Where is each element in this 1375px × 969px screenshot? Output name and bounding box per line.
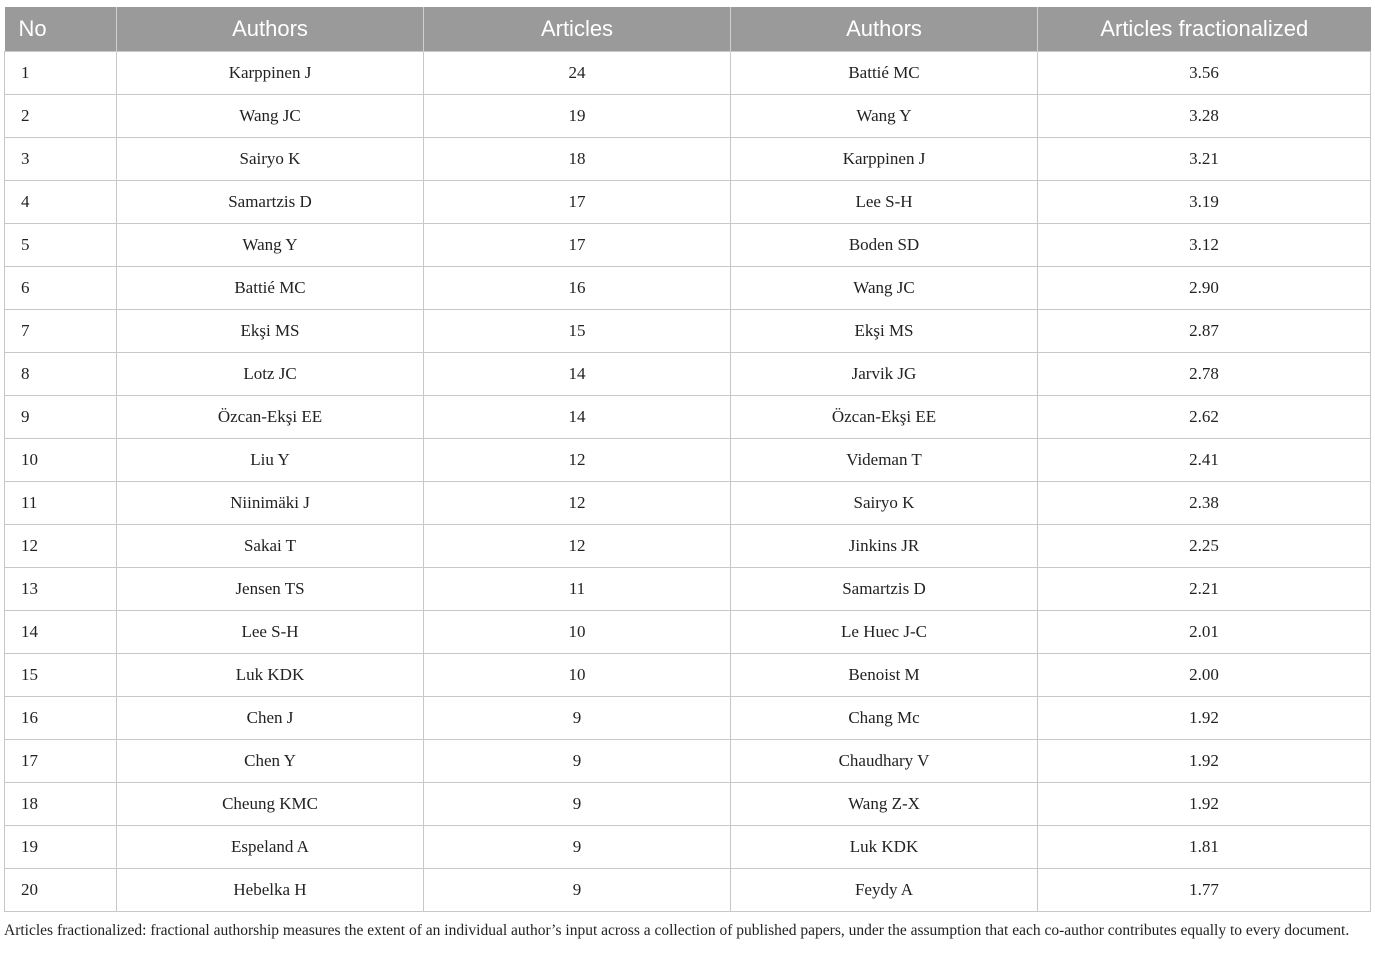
table-row xyxy=(5,654,1371,697)
cell-articles-fractionalized: 2.21 xyxy=(1038,568,1371,611)
header-articles: Articles xyxy=(424,7,731,52)
cell-author-fractional: Wang Y xyxy=(731,95,1038,138)
cell-articles-fractionalized: 2.38 xyxy=(1038,482,1371,525)
cell-author-fractional: Chaudhary V xyxy=(731,740,1038,783)
cell-no: 10 xyxy=(5,439,117,482)
cell-articles-fractionalized: 1.92 xyxy=(1038,783,1371,826)
cell-articles-fractionalized: 2.87 xyxy=(1038,310,1371,353)
cell-no: 13 xyxy=(5,568,117,611)
cell-no: 5 xyxy=(5,224,117,267)
cell-no: 1 xyxy=(5,52,117,95)
cell-author: Wang Y xyxy=(117,224,424,267)
table-row xyxy=(5,783,1371,826)
cell-articles-fractionalized: 2.62 xyxy=(1038,396,1371,439)
cell-author: Niinimäki J xyxy=(117,482,424,525)
cell-articles-fractionalized: 2.00 xyxy=(1038,654,1371,697)
authors-table xyxy=(4,7,1371,912)
cell-articles: 12 xyxy=(424,525,731,568)
cell-articles-fractionalized: 2.78 xyxy=(1038,353,1371,396)
cell-articles: 14 xyxy=(424,353,731,396)
cell-no: 3 xyxy=(5,138,117,181)
cell-author-fractional: Lee S-H xyxy=(731,181,1038,224)
table-row xyxy=(5,224,1371,267)
table-row xyxy=(5,310,1371,353)
table-row xyxy=(5,697,1371,740)
table-header xyxy=(5,7,1371,52)
cell-no: 14 xyxy=(5,611,117,654)
cell-articles-fractionalized: 3.56 xyxy=(1038,52,1371,95)
cell-author: Chen J xyxy=(117,697,424,740)
cell-author: Sairyo K xyxy=(117,138,424,181)
header-authors-fractional: Authors xyxy=(731,7,1038,52)
cell-articles-fractionalized: 1.92 xyxy=(1038,697,1371,740)
cell-author: Ekşi MS xyxy=(117,310,424,353)
table-row xyxy=(5,439,1371,482)
cell-author: Jensen TS xyxy=(117,568,424,611)
cell-no: 7 xyxy=(5,310,117,353)
cell-no: 17 xyxy=(5,740,117,783)
cell-author: Cheung KMC xyxy=(117,783,424,826)
cell-author-fractional: Özcan-Ekşi EE xyxy=(731,396,1038,439)
cell-no: 16 xyxy=(5,697,117,740)
cell-articles: 10 xyxy=(424,654,731,697)
cell-author-fractional: Karppinen J xyxy=(731,138,1038,181)
cell-author-fractional: Ekşi MS xyxy=(731,310,1038,353)
cell-no: 2 xyxy=(5,95,117,138)
table-row xyxy=(5,525,1371,568)
table-row xyxy=(5,181,1371,224)
table-body xyxy=(5,52,1371,912)
cell-articles-fractionalized: 3.21 xyxy=(1038,138,1371,181)
cell-no: 4 xyxy=(5,181,117,224)
cell-author-fractional: Le Huec J-C xyxy=(731,611,1038,654)
cell-no: 9 xyxy=(5,396,117,439)
cell-articles: 9 xyxy=(424,697,731,740)
cell-no: 11 xyxy=(5,482,117,525)
table-row xyxy=(5,568,1371,611)
table-container xyxy=(4,7,1370,912)
cell-articles: 24 xyxy=(424,52,731,95)
cell-author-fractional: Chang Mc xyxy=(731,697,1038,740)
cell-author-fractional: Luk KDK xyxy=(731,826,1038,869)
cell-articles-fractionalized: 2.25 xyxy=(1038,525,1371,568)
cell-no: 19 xyxy=(5,826,117,869)
cell-author: Lotz JC xyxy=(117,353,424,396)
table-footnote: Articles fractionalized: fractional authorship measures the extent of an individual author’s input across a collection of published papers, under the assumption that each co-author contributes equally to every document. xyxy=(4,922,1350,939)
cell-author: Özcan-Ekşi EE xyxy=(117,396,424,439)
cell-articles: 17 xyxy=(424,224,731,267)
table-row xyxy=(5,826,1371,869)
cell-author-fractional: Wang Z-X xyxy=(731,783,1038,826)
cell-author-fractional: Videman T xyxy=(731,439,1038,482)
table-row xyxy=(5,396,1371,439)
cell-articles: 12 xyxy=(424,482,731,525)
cell-author: Lee S-H xyxy=(117,611,424,654)
table-row xyxy=(5,869,1371,912)
cell-author-fractional: Samartzis D xyxy=(731,568,1038,611)
table-row xyxy=(5,95,1371,138)
cell-articles: 9 xyxy=(424,826,731,869)
cell-no: 18 xyxy=(5,783,117,826)
header-articles-fractionalized: Articles fractionalized xyxy=(1038,7,1371,52)
cell-articles: 9 xyxy=(424,740,731,783)
cell-author-fractional: Sairyo K xyxy=(731,482,1038,525)
table-row xyxy=(5,482,1371,525)
cell-author-fractional: Boden SD xyxy=(731,224,1038,267)
cell-articles: 19 xyxy=(424,95,731,138)
table-row xyxy=(5,267,1371,310)
header-no: No xyxy=(5,7,117,52)
table-row xyxy=(5,740,1371,783)
cell-author: Liu Y xyxy=(117,439,424,482)
cell-no: 15 xyxy=(5,654,117,697)
cell-author: Battié MC xyxy=(117,267,424,310)
cell-no: 6 xyxy=(5,267,117,310)
cell-author-fractional: Wang JC xyxy=(731,267,1038,310)
cell-articles-fractionalized: 2.01 xyxy=(1038,611,1371,654)
cell-author: Hebelka H xyxy=(117,869,424,912)
cell-articles-fractionalized: 3.28 xyxy=(1038,95,1371,138)
cell-author: Samartzis D xyxy=(117,181,424,224)
cell-author-fractional: Benoist M xyxy=(731,654,1038,697)
cell-articles: 17 xyxy=(424,181,731,224)
cell-author: Chen Y xyxy=(117,740,424,783)
cell-articles-fractionalized: 1.77 xyxy=(1038,869,1371,912)
cell-articles: 11 xyxy=(424,568,731,611)
cell-articles: 9 xyxy=(424,869,731,912)
cell-articles: 12 xyxy=(424,439,731,482)
cell-articles: 18 xyxy=(424,138,731,181)
cell-articles: 14 xyxy=(424,396,731,439)
table-row xyxy=(5,138,1371,181)
cell-articles-fractionalized: 1.92 xyxy=(1038,740,1371,783)
cell-author: Espeland A xyxy=(117,826,424,869)
cell-author: Luk KDK xyxy=(117,654,424,697)
cell-author-fractional: Jarvik JG xyxy=(731,353,1038,396)
cell-author-fractional: Jinkins JR xyxy=(731,525,1038,568)
cell-articles: 15 xyxy=(424,310,731,353)
cell-articles-fractionalized: 3.12 xyxy=(1038,224,1371,267)
header-row xyxy=(5,7,1371,52)
cell-author: Wang JC xyxy=(117,95,424,138)
cell-author-fractional: Feydy A xyxy=(731,869,1038,912)
cell-articles: 9 xyxy=(424,783,731,826)
table-row xyxy=(5,52,1371,95)
cell-articles-fractionalized: 3.19 xyxy=(1038,181,1371,224)
cell-no: 12 xyxy=(5,525,117,568)
cell-articles: 16 xyxy=(424,267,731,310)
cell-articles-fractionalized: 2.41 xyxy=(1038,439,1371,482)
cell-author-fractional: Battié MC xyxy=(731,52,1038,95)
cell-author: Karppinen J xyxy=(117,52,424,95)
header-authors: Authors xyxy=(117,7,424,52)
table-row xyxy=(5,611,1371,654)
cell-articles: 10 xyxy=(424,611,731,654)
cell-no: 20 xyxy=(5,869,117,912)
cell-author: Sakai T xyxy=(117,525,424,568)
cell-articles-fractionalized: 1.81 xyxy=(1038,826,1371,869)
table-row xyxy=(5,353,1371,396)
cell-articles-fractionalized: 2.90 xyxy=(1038,267,1371,310)
cell-no: 8 xyxy=(5,353,117,396)
